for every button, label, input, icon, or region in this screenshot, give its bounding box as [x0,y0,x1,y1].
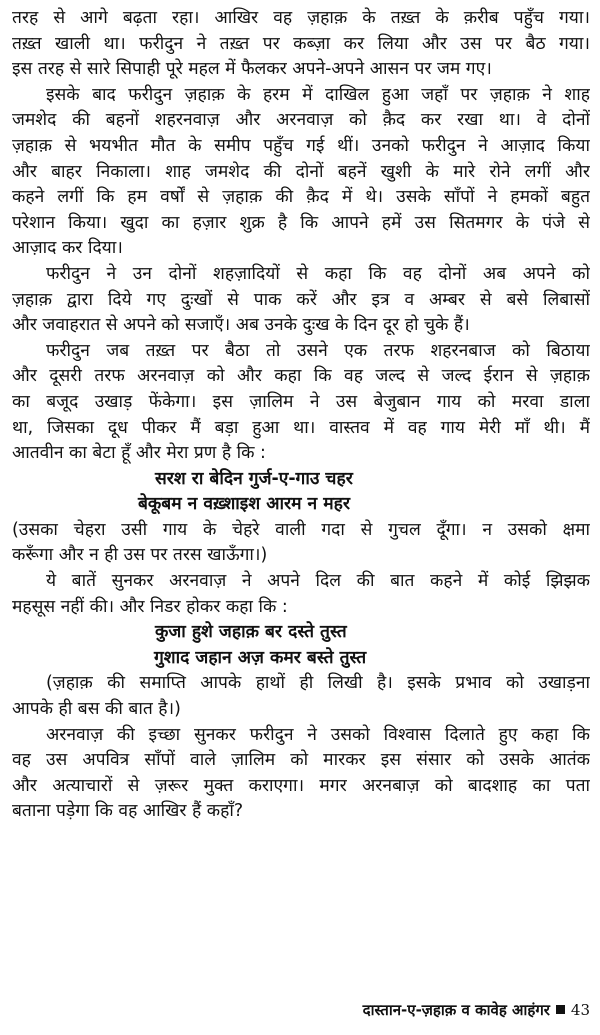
paragraph-5 [12,518,590,569]
text-line: करूँगा और न ही उस पर तरस खाऊँगा।) [12,545,268,566]
text-line: था, जिसका दूध पीकर मैं बड़ा हुआ था। वास्तव में वह गाय मेरी माँ थी। मैं [12,417,590,438]
paragraph-6 [12,569,590,620]
page-body [12,6,590,825]
text-line: परेशान किया। खुदा का हज़ार शुक्र है कि आपने हमें उस सितमगर के पंजे से [12,212,590,233]
verse-line: बेकूबम न वख़्शाइश आरम न महर [138,494,350,515]
text-line: तरह से आगे बढ़ता रहा। आखिर वह ज़हाक़ के तख़्त के क़रीब पहुँच गया। [12,8,590,28]
text-line: (ज़हाक़ की समाप्ति आपके हाथों ही लिखी है। इसके प्रभाव को उखाड़ना [46,673,590,694]
text-line: का बजूद उखाड़ फेंकेगा। इस ज़ालिम ने उस बेजुबान गाय को मरवा डाला [12,391,590,412]
paragraph-1 [12,6,590,83]
paragraph-3 [12,262,590,339]
text-line: अरनवाज़ की इच्छा सुनकर फरीदुन ने उसको विश्वास दिलाते हुए कहा कि [46,724,590,745]
text-line: ज़हाक़ द्वारा दिये गए दुःखों से पाक करें और इत्र व अम्बर से बसे लिबासों [12,289,590,310]
text-line: बताना पड़ेगा कि वह आखिर हैं कहाँ? [12,801,244,822]
text-line: महसूस नहीं की। और निडर होकर कहा कि : [12,596,288,617]
text-line: और बाहर निकाला। शाह जमशेद की दोनों बहनें खुशी के मारे रोने लगीं और [12,161,590,182]
text-line: (उसका चेहरा उसी गाय के चेहरे वाली गदा से गुचल दूँगा। न उसको क्षमा [12,519,590,540]
text-line: वह उस अपवित्र साँपों वाले ज़ालिम को मारकर इस संसार को उसके आतंक [12,750,590,771]
text-line: आज़ाद कर दिया। [12,238,123,259]
square-bullet-icon [556,1005,565,1014]
verse-1 [12,467,590,518]
text-line: और अत्याचारों से ज़रूर मुक्त कराएगा। मगर अरनबाज़ को बादशाह का पता [12,775,590,796]
book-title: दास्तान-ए-ज़हाक़ व कावेह आहंगर [362,1001,550,1019]
paragraph-4 [12,339,590,467]
text-line: इस तरह से सारे सिपाही पूरे महल में फैलकर अपने-अपने आसन पर जम गए। [12,59,492,80]
page-number: 43 [570,1001,590,1019]
text-line: फरीदुन ने उन दोनों शहज़ादियों से कहा कि वह दोनों अब अपने को [46,263,590,284]
text-line: इसके बाद फरीदुन ज़हाक़ के हरम में दाखिल हुआ जहाँ पर ज़हाक़ ने शाह [46,84,590,105]
text-line: फरीदुन जब तख़्त पर बैठा तो उसने एक तरफ शहरनबाज को बिठाया [46,340,590,361]
text-line: तख़्त खाली था। फरीदुन ने तख़्त पर कब्ज़ा कर लिया और उस पर बैठ गया। [12,33,590,54]
verse-line: सरश रा बेदिन गुर्ज-ए-गाउ चहर [155,468,353,489]
verse-line: गुशाद जहान अज़ कमर बस्ते तुस्त [154,647,367,668]
paragraph-8 [12,723,590,825]
text-line: और जवाहरात से अपने को सजाएँ। अब उनके दुःख के दिन दूर हो चुके हैं। [12,315,470,336]
text-line: ज़हाक़ से भयभीत मौत के समीप पहुँच गई थीं। उनको फरीदुन ने आज़ाद किया [12,135,590,156]
text-line: आतवीन का बेटा हूँ और मेरा प्रण है कि : [12,443,266,464]
text-line: जमशेद की बहनों शहरनवाज़ और अरनवाज़ को क़ैद कर रखा था। वे दोनों [12,110,590,131]
text-line: ये बातें सुनकर अरनवाज़ ने अपने दिल की बात कहने में कोई झिझक [46,571,590,592]
text-line: कहने लगीं कि हम वर्षों से ज़हाक़ की क़ैद में थे। उसके साँपों ने हमकों बहुत [12,187,590,208]
text-line: आपके ही बस की बात है।) [12,699,181,720]
verse-2 [12,620,590,671]
text-line: और दूसरी तरफ अरनवाज़ को और कहा कि वह जल्द से जल्द ईरान से ज़हाक़ [12,366,590,387]
verse-line: कुजा हुशे जहाक़ बर दस्ते तुस्त [155,622,347,643]
paragraph-2 [12,83,590,262]
page-footer [363,1000,590,1020]
paragraph-7 [12,671,590,722]
